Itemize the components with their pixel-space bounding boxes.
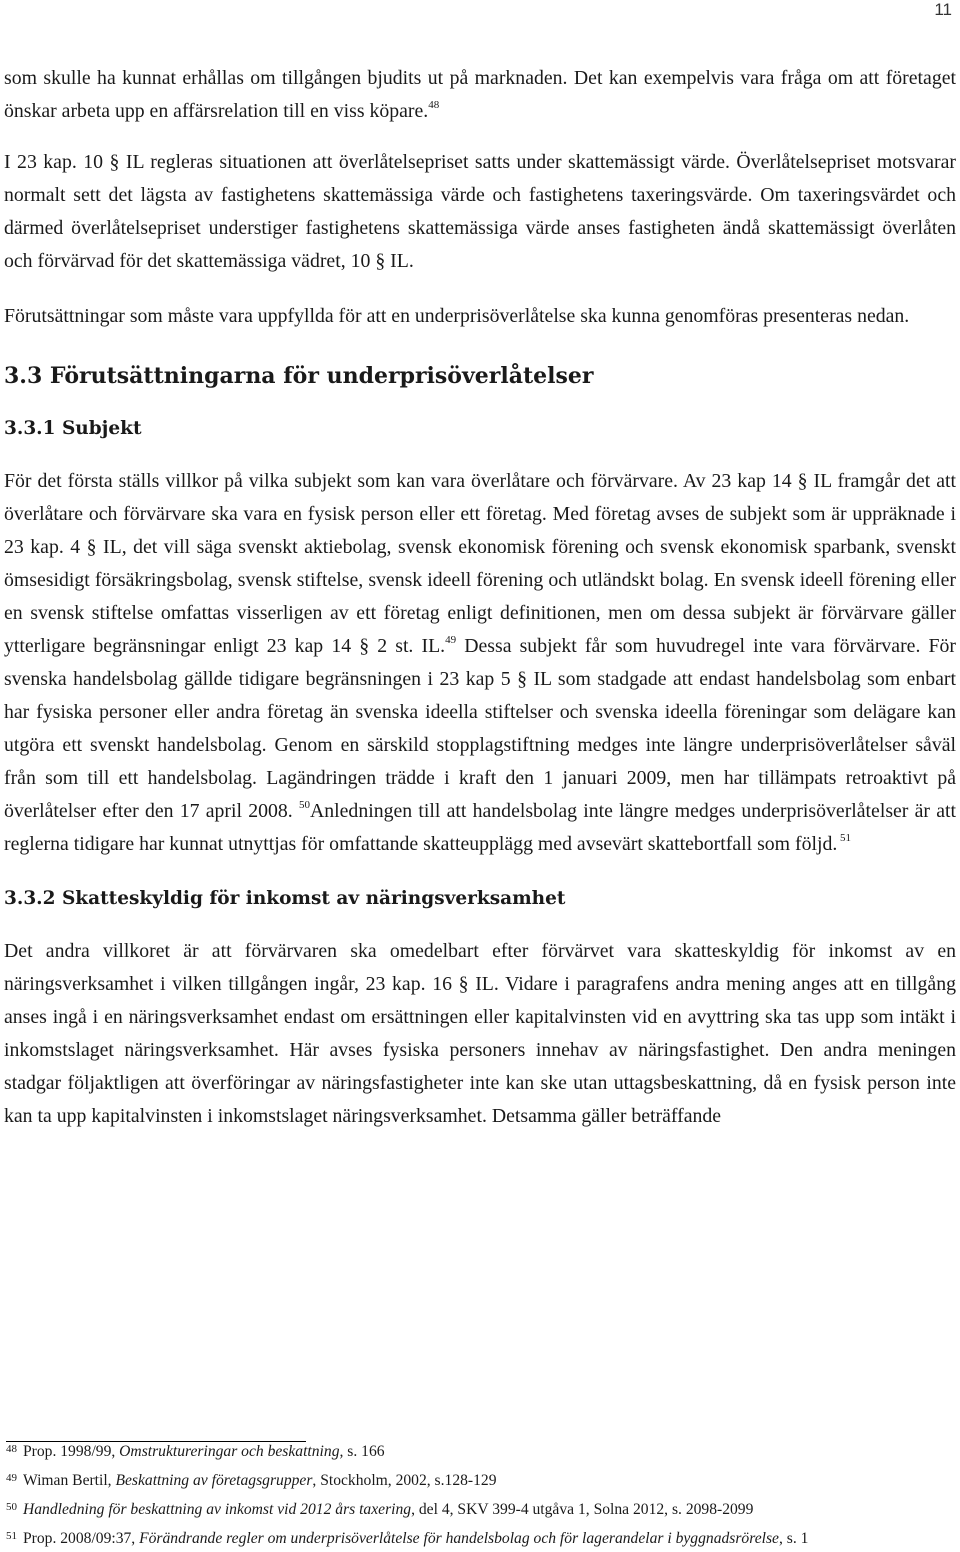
heading-3-3: 3.3 Förutsättningarna för underprisöverlåtelser [4,363,594,389]
footnote-ref-50[interactable]: 50 [298,799,310,811]
heading-3-3-2: 3.3.2 Skatteskyldig för inkomst av näringsverksamhet [4,888,566,909]
footnote-ref-49[interactable]: 49 [445,634,457,646]
footnote-48: $^{48}$ Prop. 1998/99, Omstruktureringar och beskattning, s. 166 [6,1443,385,1460]
heading-3-3-1: 3.3.1 Subjekt [4,418,142,439]
paragraph-intro: som skulle ha kunnat erhållas om tillgången bjudits ut på marknaden. Det kan exempelvis vara fråga om att företaget önskar arbeta upp en affärsrelation till en viss köpare.$^{48}$ [4,67,956,122]
paragraph-skatteskyldig: Det andra villkoret är att förvärvaren ska omedelbart efter förvärvet vara skatteskyldig för inkomst av en näringsverksamhet i vilken tillgången ingår, 23 kap. 16 § IL. Vidare i paragrafens andra mening anges att en tillgång anses ingå i en näringsverksamhet endast om ersättningen eller kapitalvinsten vid en avyttring ska tas upp som intäkt i inkomstslaget näringsverksamhet. Här avses fysiska personers innehav av näringsfastighet. Den andra meningen stadgar följaktligen att överföringar av näringsfastigheter inte kan ske utan uttagsbeskattning, då en fysisk person inte kan ta upp kapitalvinsten i inkomstslaget näringsverksamhet. Detsamma gäller beträffande [4,940,956,1127]
paragraph-forutsattningar: Förutsättningar som måste vara uppfyllda för att en underprisöverlåtelse ska kunna genomföras presenteras nedan. [4,305,910,327]
page-body [4,62,956,1133]
footnotes [6,1436,956,1552]
page-number: 11 [934,0,952,19]
footnote-ref-51[interactable]: 51 [837,832,852,844]
footnote-51: $^{51}$ Prop. 2008/09:37, Förändrande regler om underprisöverlåtelse för handelsbolag och för lagerandelar i byggnadsrörelse, s. 1 [6,1530,809,1547]
footnote-ref-48[interactable]: 48 [428,99,440,111]
paragraph-23-kap-10: I 23 kap. 10 § IL regleras situationen att överlåtelsepriset satts under skattemässigt värde. Överlåtelsepriset motsvarar normalt sett det lägsta av fastighetens skattemässiga värde och fastighetens taxeringsvärde. Om taxeringsvärdet och därmed överlåtelsepriset understiger fastighetens skattemässiga värde anses fastigheten ändå skattemässigt överlåten och förvärvad för det skattemässiga vädret, 10 § IL. [4,151,956,272]
footnote-49: $^{49}$ Wiman Bertil, Beskattning av företagsgrupper, Stockholm, 2002, s.128-129 [6,1472,497,1489]
footnote-50: $^{50}$ Handledning för beskattning av inkomst vid 2012 års taxering, del 4, SKV 399-4 utgåva 1, Solna 2012, s. 2098-2099 [6,1501,754,1518]
paragraph-subjekt: För det första ställs villkor på vilka subjekt som kan vara överlåtare och förvärvare. Av 23 kap 14 § IL framgår det att överlåtare och förvärvare ska vara en fysisk person eller ett företag. Med företag avses de subjekt som är uppräknade i 23 kap. 4 § IL, det vill säga svenskt aktiebolag, svensk ekonomisk förening och svensk ekonomisk sparbank, svenskt ömsesidigt försäkringsbolag, svensk stiftelse, svensk ideell förening och utländskt bolag. En svensk ideell förening eller en svensk stiftelse omfattas visserligen av ett företag enligt definitionen, men om dessa subjekt är förvärvare gäller ytterligare begränsningar enligt 23 kap 14 § 2 st. IL.$^{49}$ Dessa subjekt får som huvudregel inte vara förvärvare. För svenska handelsbolag gällde tidigare begränsningen i 23 kap 5 § IL som stadgade att endast handelsbolag som enbart har fysiska personer eller andra företag än svenska ideella stiftelser och svenska ideella föreningar som delägare kan utgöra ett svenskt handelsbolag. Genom en särskild stopplagstiftning medges inte längre underprisöverlåtelser såväl från som till ett handelsbolag. Lagändringen trädde i kraft den 1 januari 2009, men har tillämpats retroaktivt på överlåtelser efter den 17 april 2008. $^{50}$Anledningen till att handelsbolag inte längre medges underprisöverlåtelser är att reglerna tidigare har kunnat utnyttjas för omfattande skatteupplägg med avsevärt skattebortfall som följd. $^{51}$ [4,470,956,855]
